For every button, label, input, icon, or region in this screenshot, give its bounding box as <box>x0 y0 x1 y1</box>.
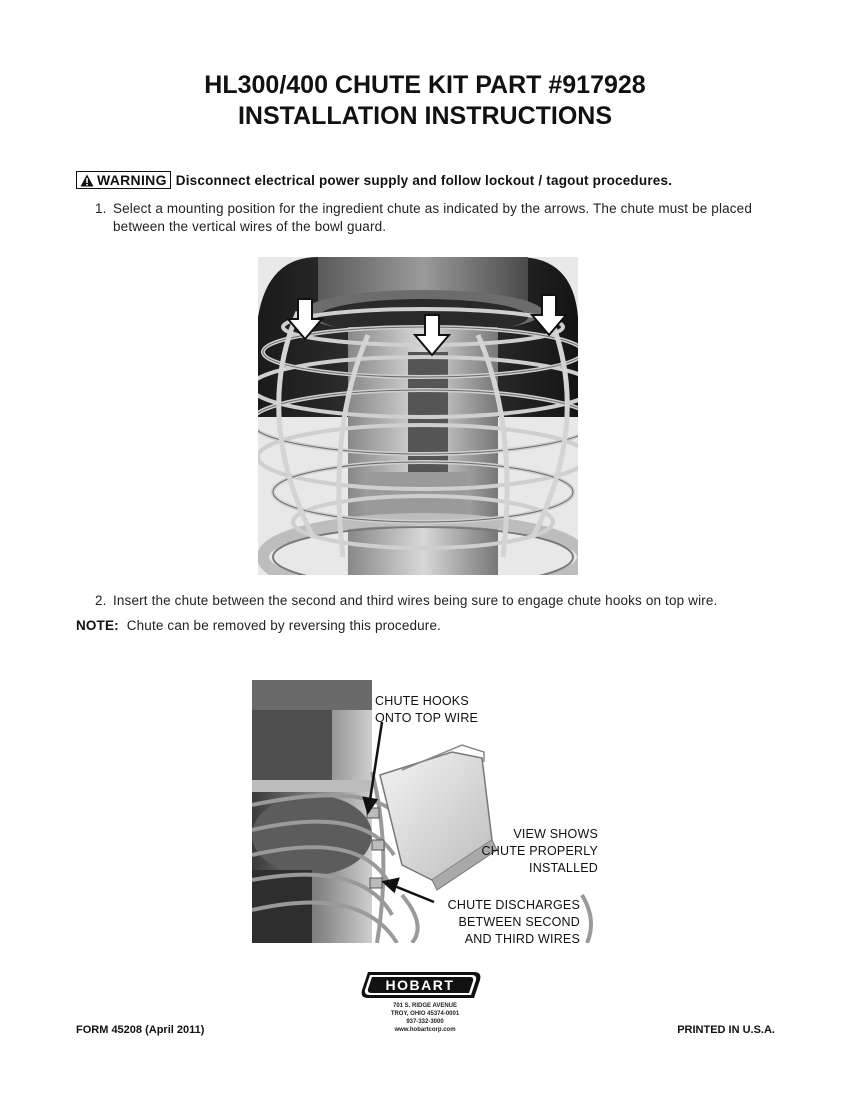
hobart-logo <box>358 970 484 1000</box>
step-text: Insert the chute between the second and third wires being sure to engage chute hooks on top wire. <box>113 593 718 608</box>
step-2 <box>95 592 813 610</box>
address-phone: 937-332-3000 <box>406 1019 444 1025</box>
step-number: 1. <box>95 201 107 216</box>
callout-chute-discharges: CHUTE DISCHARGES BETWEEN SECOND AND THIRD WIRES <box>447 898 580 946</box>
address-city: TROY, OHIO 45374-0001 <box>390 1011 460 1017</box>
warning-badge <box>76 171 171 189</box>
note-label: NOTE: <box>76 618 119 633</box>
warning-text: Disconnect electrical power supply and follow lockout / tagout procedures. <box>175 172 673 188</box>
step-text: Select a mounting position for the ingredient chute as indicated by the arrows. The chute must be placed between the vertical wires of the bowl guard. <box>113 201 752 234</box>
callout-chute-hooks: CHUTE HOOKS ONTO TOP WIRE <box>375 694 479 725</box>
callout-view-installed: VIEW SHOWS CHUTE PROPERLY INSTALLED <box>481 827 598 875</box>
logo-text: HOBART <box>385 977 455 993</box>
note-text: Chute can be removed by reversing this procedure. <box>126 618 442 633</box>
form-number: FORM 45208 (April 2011) <box>76 1024 205 1036</box>
printed-in: PRINTED IN U.S.A. <box>677 1024 775 1036</box>
address-street: 701 S. RIDGE AVENUE <box>392 1003 458 1009</box>
warning-triangle-icon <box>80 174 94 187</box>
page-subtitle: INSTALLATION INSTRUCTIONS <box>237 102 613 130</box>
address-website: www.hobartcorp.com <box>394 1027 456 1033</box>
step-1 <box>95 200 783 236</box>
page-title: HL300/400 CHUTE KIT PART #917928 <box>204 71 646 99</box>
warning-badge-label: WARNING <box>97 172 167 188</box>
step-number: 2. <box>95 593 107 608</box>
note <box>76 618 441 633</box>
bowl-guard-photo <box>258 257 578 575</box>
warning-line <box>76 170 672 190</box>
